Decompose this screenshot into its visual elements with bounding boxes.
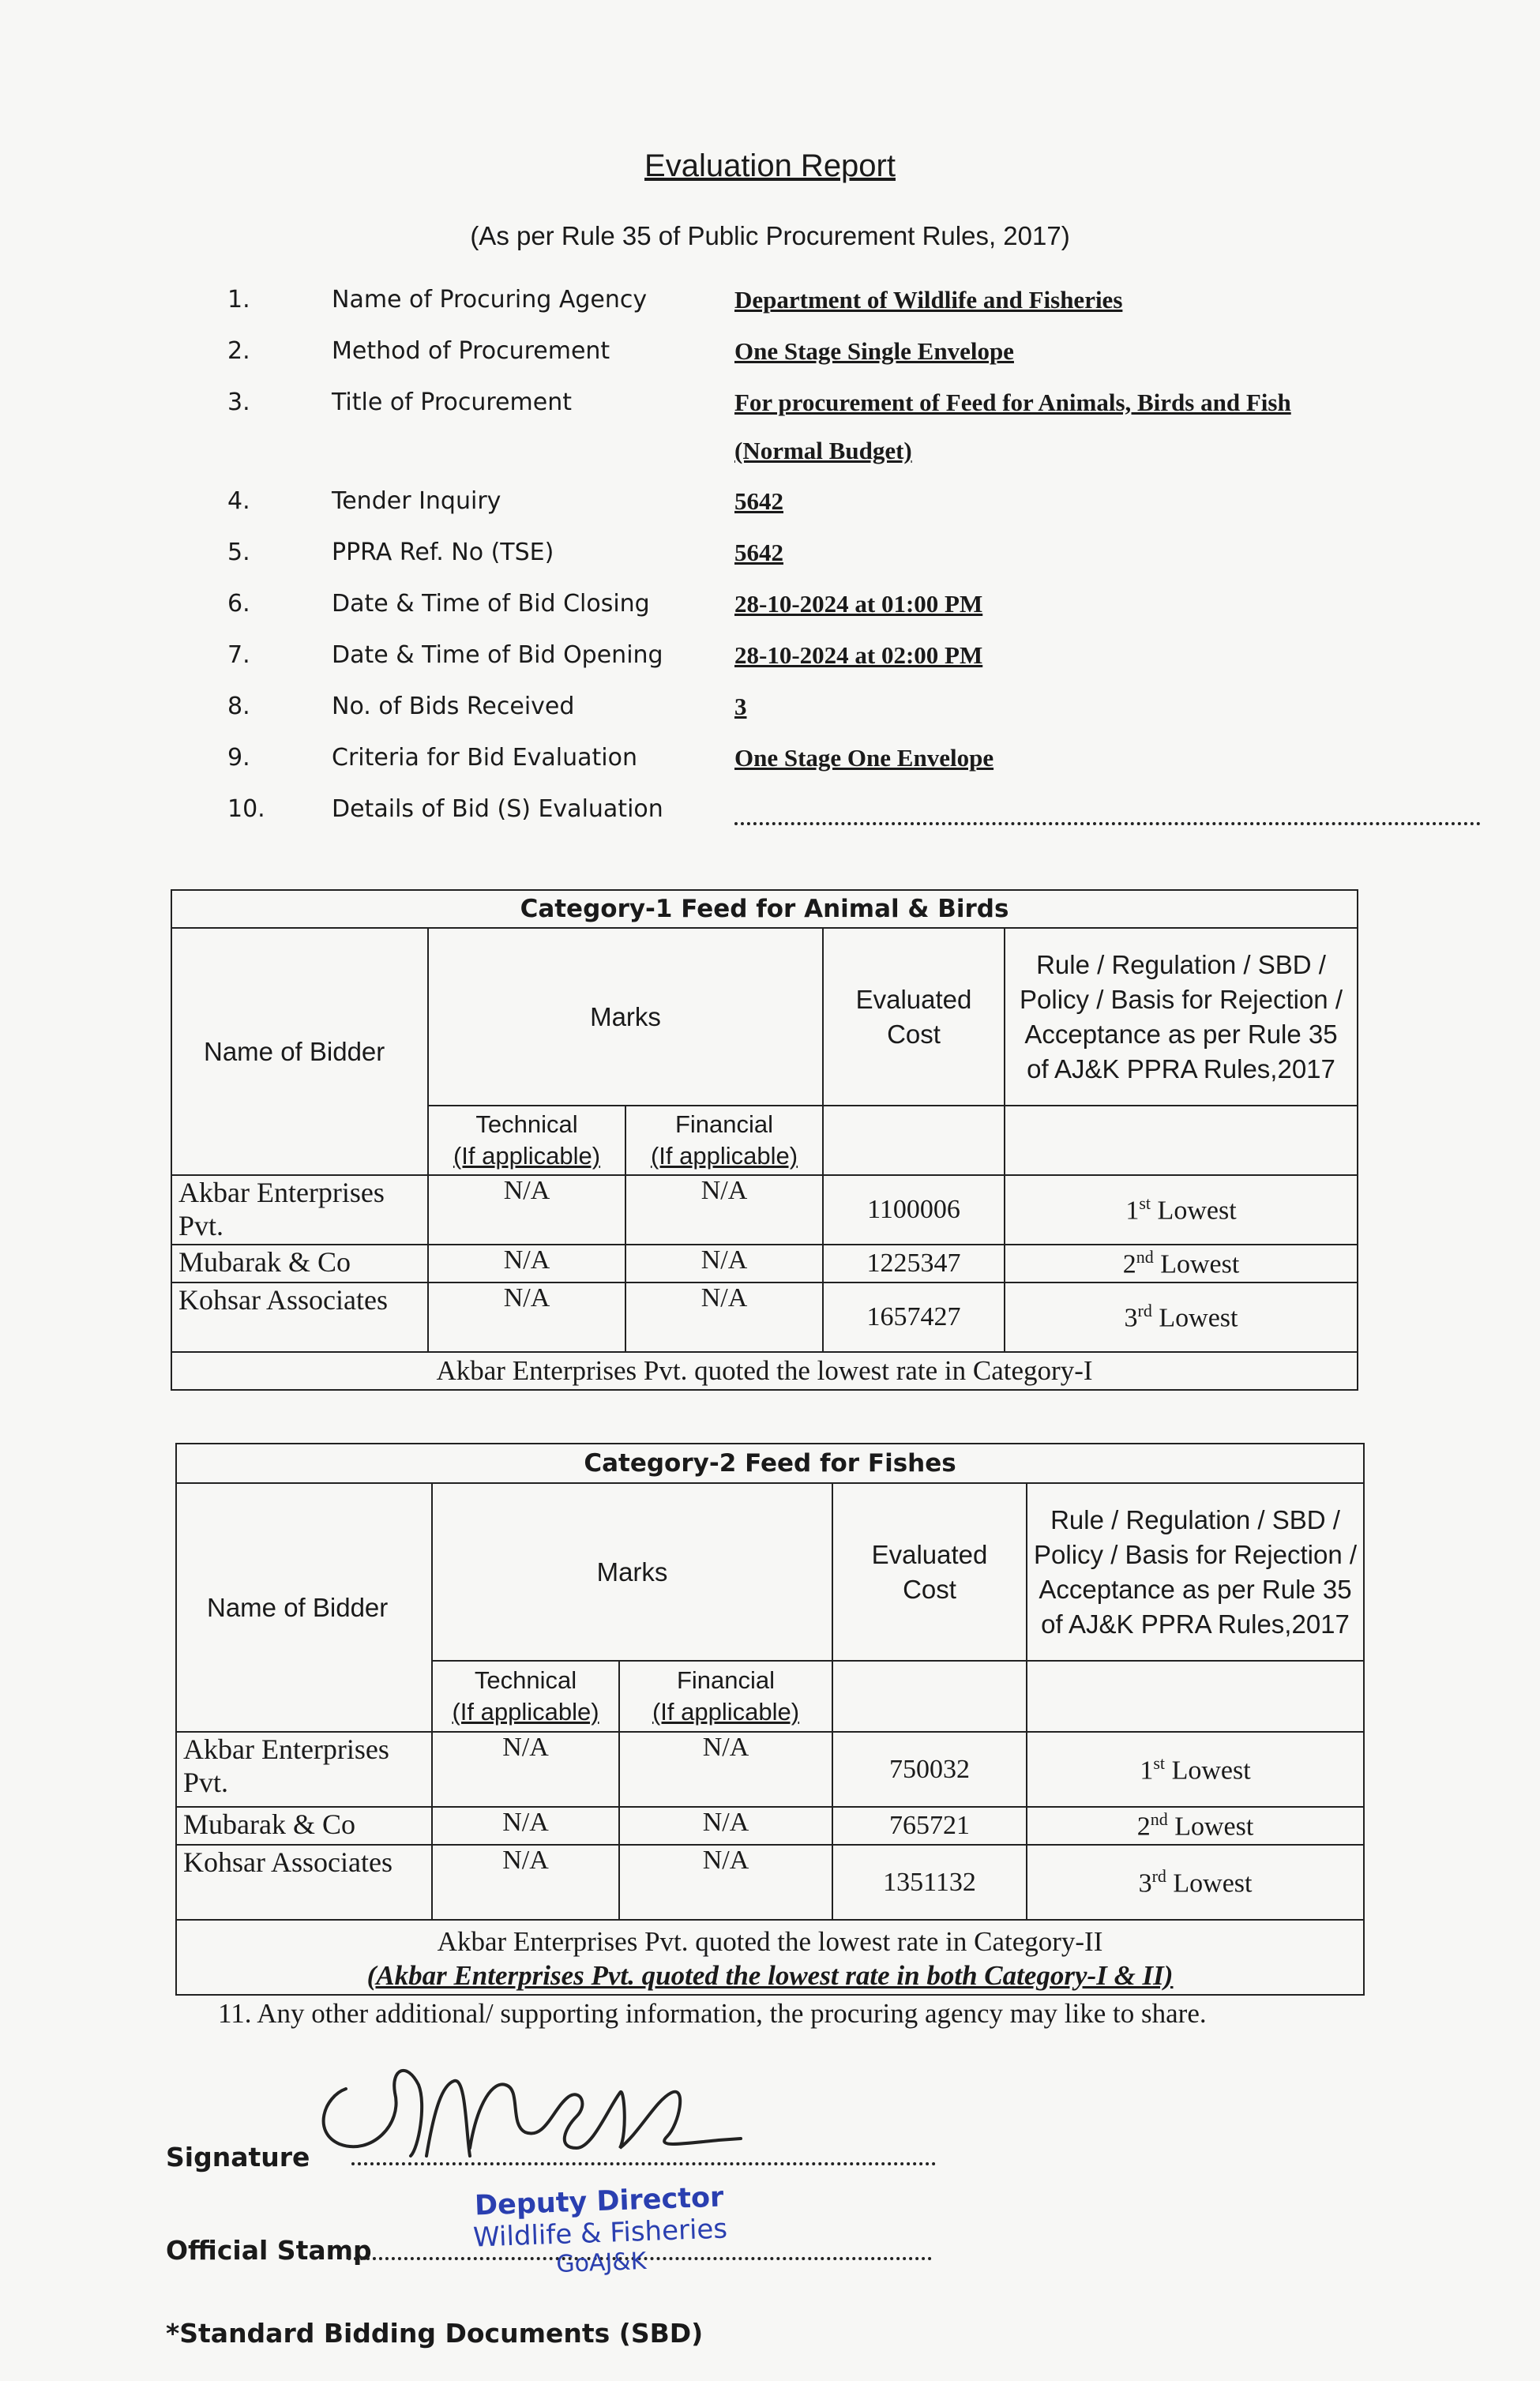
rank-suffix: st (1139, 1193, 1151, 1214)
signature-label: Signature (166, 2142, 310, 2173)
bidder-name: Mubarak & Co (176, 1807, 432, 1845)
table-row (176, 1845, 1364, 1920)
table-row (171, 1245, 1358, 1283)
financial-mark: N/A (619, 1807, 832, 1845)
info-number: 4. (227, 487, 250, 515)
financial-line-1: Financial (676, 1666, 776, 1694)
category-1-table (171, 889, 1358, 1391)
additional-info-item: 11. Any other additional/ supporting information, the procuring agency may like to share. (218, 1998, 1207, 2029)
info-label: Title of Procurement (332, 389, 572, 416)
rank (1005, 1245, 1358, 1283)
financial-mark: N/A (625, 1175, 823, 1245)
info-row (0, 590, 1540, 637)
col-header-cost (823, 928, 1005, 1106)
rank-number: 3 (1138, 1868, 1152, 1898)
rank-number: 3 (1124, 1303, 1138, 1333)
bidder-name: Kohsar Associates (171, 1283, 428, 1352)
handwritten-signature (308, 2037, 750, 2176)
stamp-line-3: GoAJ&K (555, 2247, 647, 2278)
footer-line-2: (Akbar Enterprises Pvt. quoted the lowest rate in both Category-I & II) (366, 1959, 1174, 1991)
col-header-cost (832, 1483, 1027, 1661)
info-label: Tender Inquiry (332, 487, 501, 515)
technical-mark: N/A (432, 1845, 619, 1920)
col-header-marks: Marks (428, 928, 823, 1106)
cost-line-1: Evaluated (855, 984, 972, 1014)
info-value-continued: (Normal Budget) (734, 437, 912, 464)
rank-word: Lowest (1173, 1868, 1253, 1898)
table-row (171, 1175, 1358, 1245)
info-number: 3. (227, 389, 250, 416)
empty-cell (823, 1106, 1005, 1175)
rank-word: Lowest (1174, 1812, 1254, 1842)
footer-line-1: Akbar Enterprises Pvt. quoted the lowest rate in Category-II (437, 1925, 1103, 1957)
technical-line-1: Technical (475, 1110, 578, 1138)
evaluated-cost: 1657427 (823, 1283, 1005, 1352)
official-stamp-label: Official Stamp (166, 2235, 372, 2266)
info-value: For procurement of Feed for Animals, Birds and Fish (734, 389, 1291, 416)
info-value: 5642 (734, 487, 783, 515)
financial-line-2: (If applicable) (650, 1142, 798, 1170)
info-row (0, 744, 1540, 791)
technical-line-2: (If applicable) (452, 1698, 599, 1726)
col-header-name (176, 1483, 432, 1732)
table-caption: Category-2 Feed for Fishes (176, 1444, 1364, 1483)
col-header-marks: Marks (432, 1483, 832, 1661)
info-number: 7. (227, 641, 250, 669)
financial-mark: N/A (625, 1245, 823, 1283)
technical-mark: N/A (428, 1283, 625, 1352)
report-subtitle: (As per Rule 35 of Public Procurement Rules, 2017) (470, 221, 1070, 250)
technical-mark: N/A (432, 1732, 619, 1807)
bidder-name: Kohsar Associates (176, 1845, 432, 1920)
info-value: 28-10-2024 at 01:00 PM (734, 590, 983, 618)
financial-mark: N/A (619, 1845, 832, 1920)
info-number: 2. (227, 337, 250, 365)
info-number: 10. (227, 795, 265, 823)
bidder-name: Akbar Enterprises Pvt. (171, 1175, 428, 1245)
subheader-technical (432, 1661, 619, 1732)
evaluated-cost: 765721 (832, 1807, 1027, 1845)
rank-word: Lowest (1157, 1196, 1237, 1226)
financial-mark: N/A (625, 1283, 823, 1352)
official-stamp (441, 2180, 760, 2282)
info-value: 28-10-2024 at 02:00 PM (734, 641, 983, 669)
technical-line-2: (If applicable) (453, 1142, 601, 1170)
info-value: One Stage One Envelope (734, 744, 994, 772)
info-number: 5. (227, 539, 250, 566)
stamp-line-2: Wildlife & Fisheries (472, 2213, 728, 2254)
rank (1005, 1283, 1358, 1352)
info-row (0, 389, 1540, 436)
rank (1027, 1807, 1364, 1845)
info-label: No. of Bids Received (332, 693, 575, 720)
cost-line-2: Cost (887, 1019, 941, 1049)
cost-line-1: Evaluated (871, 1539, 988, 1569)
evaluated-cost: 1100006 (823, 1175, 1005, 1245)
subheader-financial (625, 1106, 823, 1175)
rank (1027, 1845, 1364, 1920)
rank-word: Lowest (1159, 1303, 1238, 1333)
info-label: Details of Bid (S) Evaluation (332, 795, 663, 823)
stamp-line-1: Deputy Director (474, 2181, 724, 2222)
rank-suffix: rd (1151, 1865, 1166, 1886)
table-footer (176, 1920, 1364, 1995)
rank-suffix: nd (1136, 1247, 1154, 1267)
technical-line-1: Technical (474, 1666, 577, 1694)
col-header-name-text: Name of Bidder (204, 1036, 385, 1066)
info-value: Department of Wildlife and Fisheries (734, 286, 1123, 314)
footnote: *Standard Bidding Documents (SBD) (166, 2318, 704, 2349)
category-2-table (175, 1443, 1365, 1996)
table-row (176, 1807, 1364, 1845)
bidder-name: Mubarak & Co (171, 1245, 428, 1283)
info-label: Date & Time of Bid Opening (332, 641, 663, 669)
empty-cell (1005, 1106, 1358, 1175)
rank-number: 1 (1140, 1756, 1154, 1786)
info-label: PPRA Ref. No (TSE) (332, 539, 554, 566)
info-row (0, 337, 1540, 385)
table-caption: Category-1 Feed for Animal & Birds (171, 890, 1358, 928)
evaluated-cost: 750032 (832, 1732, 1027, 1807)
subheader-financial (619, 1661, 832, 1732)
col-header-rule: Rule / Regulation / SBD / Policy / Basis for Rejection / Acceptance as per Rule 35 of AJ&K PPRA Rules,2017 (1005, 928, 1358, 1106)
info-row (0, 487, 1540, 535)
rank-number: 1 (1125, 1196, 1140, 1226)
dotted-line (734, 822, 1481, 825)
cost-line-2: Cost (903, 1574, 956, 1604)
table-row (176, 1732, 1364, 1807)
info-number: 8. (227, 693, 250, 720)
info-row-continued (0, 437, 1540, 484)
technical-mark: N/A (428, 1245, 625, 1283)
evaluated-cost: 1225347 (823, 1245, 1005, 1283)
rank-number: 2 (1136, 1812, 1151, 1842)
info-number: 9. (227, 744, 250, 772)
info-label: Criteria for Bid Evaluation (332, 744, 637, 772)
info-row (0, 795, 1540, 843)
rank (1027, 1732, 1364, 1807)
subheader-technical (428, 1106, 625, 1175)
info-row (0, 539, 1540, 586)
info-value: 5642 (734, 539, 783, 566)
table-row (171, 1283, 1358, 1352)
info-number: 1. (227, 286, 250, 314)
info-label: Name of Procuring Agency (332, 286, 648, 314)
rank-suffix: st (1153, 1752, 1166, 1773)
info-row (0, 693, 1540, 740)
financial-mark: N/A (619, 1732, 832, 1807)
rank (1005, 1175, 1358, 1245)
rank-suffix: nd (1150, 1809, 1168, 1830)
financial-line-2: (If applicable) (652, 1698, 800, 1726)
empty-cell (1027, 1661, 1364, 1732)
table-footer: Akbar Enterprises Pvt. quoted the lowest rate in Category-I (171, 1352, 1358, 1390)
financial-line-1: Financial (674, 1110, 774, 1138)
info-number: 6. (227, 590, 250, 618)
rank-word: Lowest (1171, 1756, 1251, 1786)
info-row (0, 641, 1540, 689)
report-title: Evaluation Report (644, 148, 896, 183)
col-header-name-text: Name of Bidder (207, 1592, 389, 1622)
empty-cell (832, 1661, 1027, 1732)
col-header-rule: Rule / Regulation / SBD / Policy / Basis for Rejection / Acceptance as per Rule 35 of AJ&K PPRA Rules,2017 (1027, 1483, 1364, 1661)
rank-word: Lowest (1160, 1249, 1240, 1279)
info-label: Method of Procurement (332, 337, 610, 365)
technical-mark: N/A (428, 1175, 625, 1245)
technical-mark: N/A (432, 1807, 619, 1845)
bidder-name: Akbar Enterprises Pvt. (176, 1732, 432, 1807)
col-header-name (171, 928, 428, 1175)
info-value: One Stage Single Envelope (734, 337, 1014, 365)
evaluated-cost: 1351132 (832, 1845, 1027, 1920)
info-row (0, 286, 1540, 333)
rank-number: 2 (1122, 1249, 1136, 1279)
info-label: Date & Time of Bid Closing (332, 590, 650, 618)
rank-suffix: rd (1137, 1301, 1152, 1321)
info-value: 3 (734, 693, 747, 720)
